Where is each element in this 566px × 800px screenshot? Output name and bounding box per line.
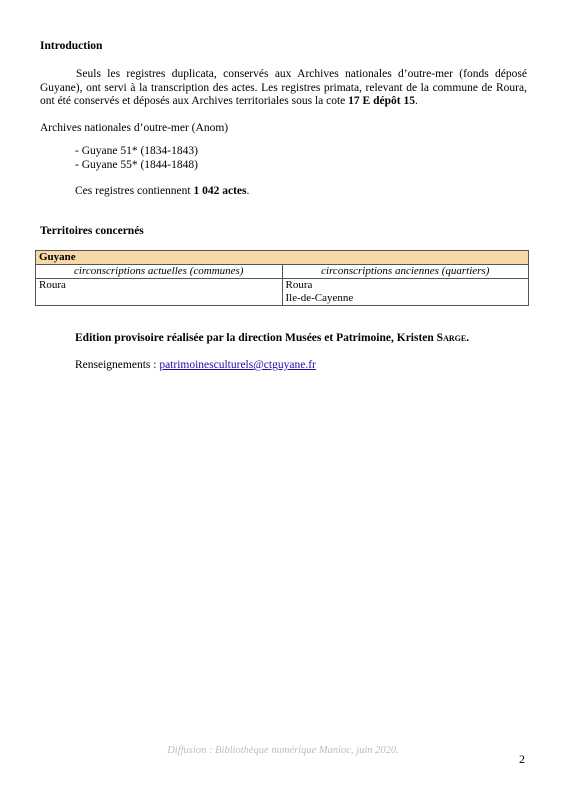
column-header-current: circonscriptions actuelles (communes) — [36, 265, 283, 279]
region-cell: Guyane — [36, 251, 529, 265]
acts-count-suffix: . — [246, 185, 250, 197]
edition-text: Edition provisoire réalisée par la direction Musées et Patrimoine, Kristen — [75, 332, 437, 344]
table-header-row — [36, 265, 529, 279]
commune-name: Roura — [39, 279, 66, 291]
table-region-row — [36, 251, 529, 265]
archives-label: Archives nationales d’outre-mer (Anom) — [40, 122, 229, 134]
territories-table — [35, 250, 529, 306]
cote-reference: 17 E dépôt 15 — [348, 95, 415, 107]
footer-diffusion: Diffusion : Bibliothèque numérique Manioc, juin 2020. — [167, 745, 399, 756]
acts-count-prefix: Ces registres contiennent — [75, 185, 194, 197]
introduction-paragraph — [40, 68, 527, 109]
introduction-text-end: . — [414, 95, 418, 107]
territories-heading: Territoires concernés — [40, 225, 144, 237]
acts-count-line — [75, 185, 249, 197]
edition-surname: Sarge — [436, 332, 467, 344]
column-header-former: circonscriptions anciennes (quartiers) — [282, 265, 529, 279]
introduction-heading: Introduction — [40, 40, 103, 52]
table-row — [36, 279, 529, 306]
contact-email-link[interactable]: patrimoinesculturels@ctguyane.fr — [159, 359, 316, 371]
register-item: - Guyane 55* (1844-1848) — [75, 159, 198, 171]
contact-label: Renseignements : — [75, 359, 160, 371]
register-item: - Guyane 51* (1834-1843) — [75, 145, 198, 157]
quarter-name: Ile-de-Cayenne — [285, 292, 354, 304]
edition-end: . — [466, 332, 470, 344]
contact-line — [75, 359, 316, 371]
edition-line — [75, 332, 469, 344]
quarter-name: Roura — [285, 279, 313, 291]
introduction-text: Seuls les registres duplicata, conservés aux Archives nationales d’outre-mer (fonds déposé Guyane), ont servi à la transcription des actes. Les registres primata, relevant de la commune de Roura, ont été conservés et déposés aux Archives territoriales sous la cote — [40, 68, 527, 107]
current-communes-cell — [36, 279, 283, 306]
page-number: 2 — [519, 752, 525, 766]
acts-count-value: 1 042 actes — [193, 185, 247, 197]
former-quarters-cell — [282, 279, 529, 306]
